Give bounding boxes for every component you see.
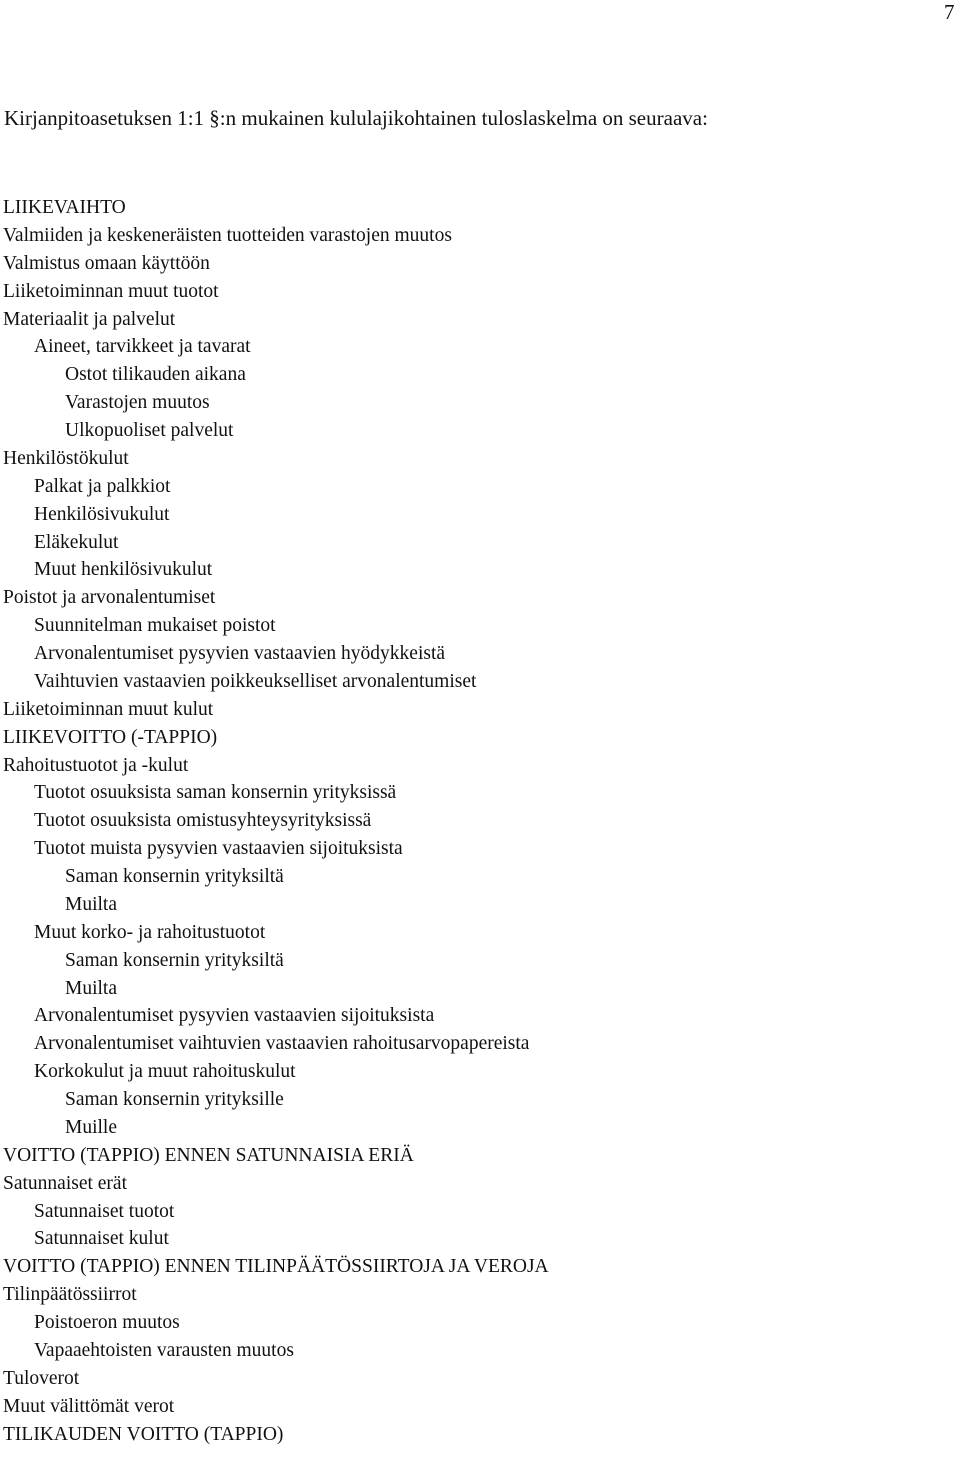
statement-line: Rahoitustuotot ja -kulut bbox=[3, 754, 189, 776]
statement-line: Muille bbox=[65, 1116, 117, 1138]
statement-line: Tuotot osuuksista saman konsernin yrityksissä bbox=[34, 782, 397, 804]
statement-line: LIIKEVOITTO (-TAPPIO) bbox=[3, 726, 218, 748]
statement-line: LIIKEVAIHTO bbox=[3, 197, 126, 218]
statement-line: Vaihtuvien vastaavien poikkeukselliset arvonalentumiset bbox=[34, 670, 477, 692]
statement-line: Tuotot muista pysyvien vastaavien sijoituksista bbox=[34, 838, 403, 860]
statement-line: Arvonalentumiset pysyvien vastaavien sijoituksista bbox=[34, 1005, 435, 1027]
statement-line: Muilta bbox=[65, 893, 117, 915]
statement-line: Palkat ja palkkiot bbox=[34, 475, 171, 497]
statement-line: VOITTO (TAPPIO) ENNEN SATUNNAISIA ERIÄ bbox=[3, 1144, 414, 1166]
statement-line: Suunnitelman mukaiset poistot bbox=[34, 615, 276, 637]
statement-line: Henkilösivukulut bbox=[34, 503, 170, 525]
statement-line: Muut henkilösivukulut bbox=[34, 559, 213, 581]
statement-line: VOITTO (TAPPIO) ENNEN TILINPÄÄTÖSSIIRTOJA JA VEROJA bbox=[3, 1256, 549, 1278]
page-number: 7 bbox=[944, 0, 955, 24]
statement-line: TILIKAUDEN VOITTO (TAPPIO) bbox=[3, 1423, 284, 1445]
statement-line: Poistoeron muutos bbox=[34, 1312, 180, 1333]
statement-line: Saman konsernin yrityksille bbox=[65, 1089, 284, 1110]
statement-line: Satunnaiset kulut bbox=[34, 1228, 169, 1250]
statement-line: Tuotot osuuksista omistusyhteysyrityksissä bbox=[34, 810, 372, 832]
statement-line: Tuloverot bbox=[3, 1367, 80, 1389]
income-statement-list bbox=[3, 194, 549, 1448]
statement-line: Arvonalentumiset pysyvien vastaavien hyödykkeistä bbox=[34, 643, 446, 664]
statement-line: Liiketoiminnan muut kulut bbox=[3, 698, 214, 720]
statement-line: Valmiiden ja keskeneräisten tuotteiden varastojen muutos bbox=[3, 224, 452, 246]
statement-line: Satunnaiset erät bbox=[3, 1172, 127, 1194]
statement-line: Muilta bbox=[65, 977, 117, 999]
statement-line: Tilinpäätössiirrot bbox=[3, 1284, 137, 1306]
statement-line: Satunnaiset tuotot bbox=[34, 1200, 175, 1222]
statement-line: Eläkekulut bbox=[34, 531, 119, 553]
statement-line: Materiaalit ja palvelut bbox=[3, 308, 176, 330]
statement-line: Ulkopuoliset palvelut bbox=[65, 420, 234, 441]
statement-line: Liiketoiminnan muut tuotot bbox=[3, 280, 219, 302]
statement-line: Muut välittömät verot bbox=[3, 1395, 175, 1417]
statement-line: Henkilöstökulut bbox=[3, 447, 129, 469]
statement-line: Saman konsernin yrityksiltä bbox=[65, 949, 284, 971]
statement-line: Valmistus omaan käyttöön bbox=[3, 252, 210, 274]
statement-line: Aineet, tarvikkeet ja tavarat bbox=[34, 336, 251, 358]
statement-line: Varastojen muutos bbox=[65, 392, 210, 414]
statement-line: Poistot ja arvonalentumiset bbox=[3, 587, 216, 609]
statement-line: Ostot tilikauden aikana bbox=[65, 364, 246, 386]
statement-line: Arvonalentumiset vaihtuvien vastaavien rahoitusarvopapereista bbox=[34, 1033, 530, 1055]
statement-line: Muut korko- ja rahoitustuotot bbox=[34, 921, 266, 943]
statement-line: Korkokulut ja muut rahoituskulut bbox=[34, 1061, 296, 1083]
statement-line: Saman konsernin yrityksiltä bbox=[65, 866, 284, 887]
statement-line: Vapaaehtoisten varausten muutos bbox=[34, 1339, 294, 1361]
intro-paragraph: Kirjanpitoasetuksen 1:1 §:n mukainen kululajikohtainen tuloslaskelma on seuraava: bbox=[4, 106, 708, 130]
